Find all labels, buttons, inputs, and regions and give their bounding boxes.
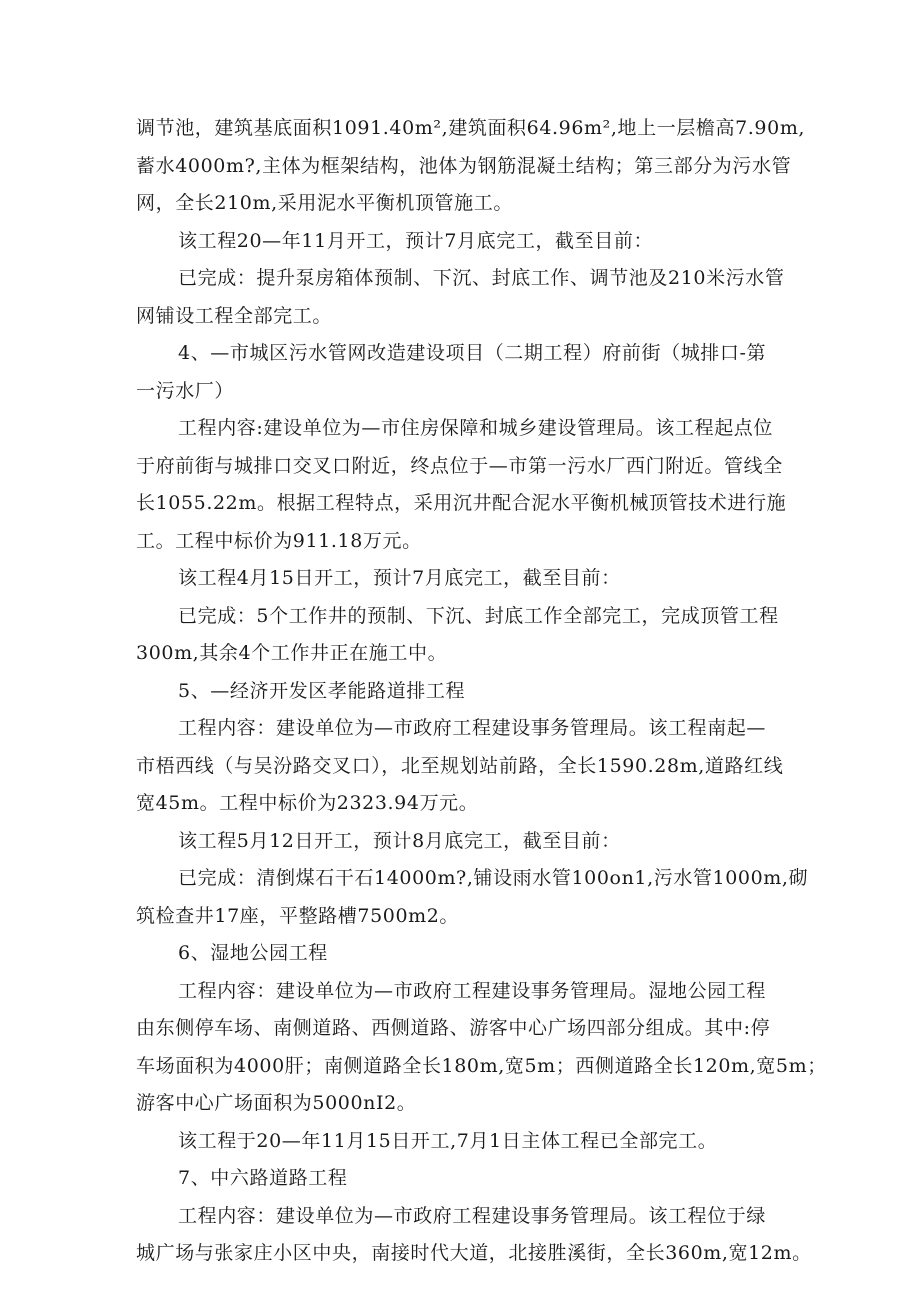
text-line: 工。工程中标价为911.18万元。 — [136, 529, 422, 552]
section-heading: 4、—市城区污水管网改造建设项目（二期工程）府前街（城排口-第 — [178, 342, 767, 364]
document-body — [136, 110, 827, 1273]
text-line: 市梧西线（与吴汾路交叉口），北至规划站前路，全长1590.28m,道路红线 — [136, 754, 784, 777]
text-line: 调节池，建筑基底面积1091.40m²,建筑面积64.96m²,地上一层檐高7.90m, — [136, 117, 806, 139]
text-line: 蓄水4000m?,主体为框架结构，池体为钢筋混凝土结构；第三部分为污水管 — [136, 154, 792, 177]
text-line: 网，全长210m,采用泥水平衡机顶管施工。 — [136, 192, 513, 214]
section-heading-continued: 一污水厂） — [136, 379, 235, 402]
paragraph-start: 已完成：提升泵房箱体预制、下沉、封底工作、调节池及210米污水管 — [178, 267, 785, 289]
text-line: 游客中心广场面积为5000nI2。 — [136, 1092, 417, 1114]
paragraph-start: 已完成：清倒煤石干石14000m?,铺设雨水管100on1,污水管1000m,砌 — [178, 867, 809, 889]
paragraph-start: 工程内容:建设单位为—市住房保障和城乡建设管理局。该工程起点位 — [178, 417, 774, 439]
text-line: 长1055.22m。根据工程特点，采用沉井配合泥水平衡机械顶管技术进行施 — [136, 492, 787, 514]
section-heading: 7、中六路道路工程 — [178, 1167, 348, 1189]
section-heading: 5、—经济开发区孝能路道排工程 — [178, 679, 466, 702]
paragraph-start: 该工程5月12日开工，预计8月底完工，截至目前： — [178, 829, 621, 852]
text-line: 网铺设工程全部完工。 — [136, 304, 333, 327]
text-line: 由东侧停车场、南侧道路、西侧道路、游客中心广场四部分组成。其中:停 — [136, 1017, 771, 1039]
text-line: 于府前街与城排口交叉口附近，终点位于—市第一污水厂西门附近。管线全 — [136, 454, 783, 477]
text-line: 车场面积为4000肝；南侧道路全长180m,宽5m；西侧道路全长120m,宽5m； — [136, 1054, 827, 1077]
paragraph-start: 工程内容：建设单位为—市政府工程建设事务管理局。湿地公园工程 — [178, 979, 767, 1002]
paragraph-start: 该工程于20—年11月15日开工,7月1日主体工程已全部完工。 — [178, 1129, 718, 1152]
text-line: 宽45m。工程中标价为2323.94万元。 — [136, 792, 479, 814]
text-line: 筑检查井17座，平整路槽7500m2。 — [136, 904, 460, 927]
paragraph-start: 该工程4月15日开工，预计7月底完工，截至目前： — [178, 567, 621, 589]
paragraph-start: 工程内容：建设单位为—市政府工程建设事务管理局。该工程位于绿 — [178, 1204, 767, 1227]
text-line: 城广场与张家庄小区中央，南接时代大道，北接胜溪街，全长360m,宽12m。 — [136, 1242, 812, 1264]
text-line: 300m,其余4个工作井正在施工中。 — [136, 642, 448, 664]
paragraph-start: 已完成：5个工作井的预制、下沉、封底工作全部完工，完成顶管工程 — [178, 604, 779, 627]
paragraph-start: 该工程20—年11月开工，预计7月底完工，截至目前： — [178, 229, 654, 252]
paragraph-start: 工程内容：建设单位为—市政府工程建设事务管理局。该工程南起— — [178, 717, 767, 739]
section-heading: 6、湿地公园工程 — [178, 942, 328, 964]
